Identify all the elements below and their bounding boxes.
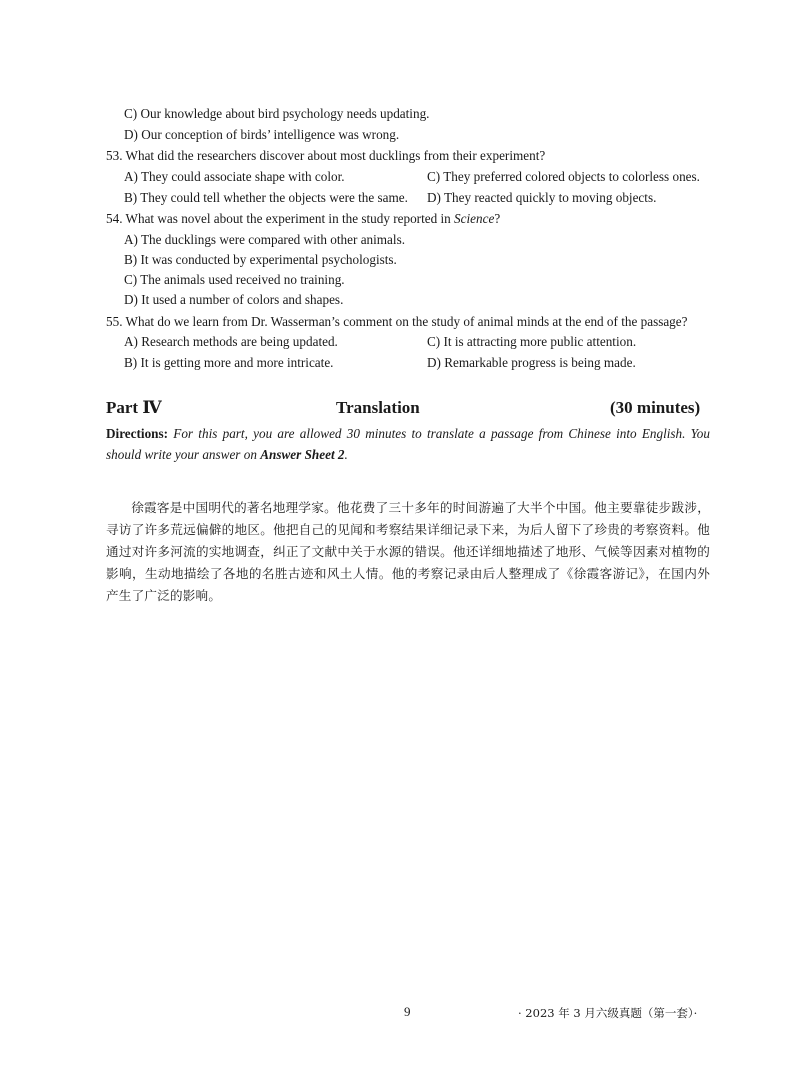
q55-option-a: A) Research methods are being updated. [124, 334, 338, 349]
q53-option-d: D) They reacted quickly to moving objects. [427, 190, 657, 205]
part-title: Translation [336, 398, 420, 417]
q54-option-c: C) The animals used received no training. [124, 272, 345, 287]
q53-option-a: A) They could associate shape with color. [124, 169, 345, 184]
exam-reference: · 2023 年 3 月六级真题（第一套）· [518, 1006, 698, 1020]
q54-option-a: A) The ducklings were compared with other animals. [124, 232, 406, 247]
page-number: 9 [404, 1004, 411, 1019]
question-53: 53. What did the researchers discover about most ducklings from their experiment? [106, 148, 546, 163]
q55-option-c: C) It is attracting more public attention. [427, 334, 637, 349]
answer-sheet-ref: Answer Sheet 2 [260, 447, 345, 462]
question-54-end: ? [494, 211, 501, 226]
part-time: (30 minutes) [610, 398, 701, 417]
directions-text: For this part, you are allowed 30 minutes to translate a passage from Chinese into English. You should write your answer on [106, 426, 710, 462]
q55-option-b: B) It is getting more and more intricate. [124, 355, 334, 370]
question-54 [106, 211, 500, 227]
part-label: Part Ⅳ [106, 398, 162, 417]
directions-end: . [344, 447, 348, 462]
question-54-text: 54. What was novel about the experiment in the study reported in [106, 211, 455, 226]
q54-option-b: B) It was conducted by experimental psychologists. [124, 252, 397, 267]
q55-option-d: D) Remarkable progress is being made. [427, 355, 636, 370]
directions-label: Directions: [106, 426, 169, 441]
q52-option-c: C) Our knowledge about bird psychology needs updating. [124, 106, 430, 121]
q54-option-d: D) It used a number of colors and shapes. [124, 292, 344, 307]
directions [106, 423, 710, 465]
q53-option-c: C) They preferred colored objects to colorless ones. [427, 169, 700, 184]
question-55: 55. What do we learn from Dr. Wasserman’s comment on the study of animal minds at the end of the passage? [106, 314, 688, 329]
q53-option-b: B) They could tell whether the objects were the same. [124, 190, 408, 205]
translation-passage: 徐霞客是中国明代的著名地理学家。他花费了三十多年的时间游遍了大半个中国。他主要靠徒步跋涉，寻访了许多荒远偏僻的地区。他把自己的见闻和考察结果详细记录下来，为后人留下了珍贵的考察资料。他通过对许多河流的实地调查，纠正了文献中关于水源的错误。他还详细地描述了地形、气候等因素对植物的影响，生动地描绘了各地的名胜古迹和风土人情。他的考察记录由后人整理成了《徐霞客游记》，在国内外产生了广泛的影响。 [106, 500, 710, 603]
q52-option-d: D) Our conception of birds’ intelligence was wrong. [124, 127, 400, 142]
science-journal-name: Science [454, 211, 495, 226]
